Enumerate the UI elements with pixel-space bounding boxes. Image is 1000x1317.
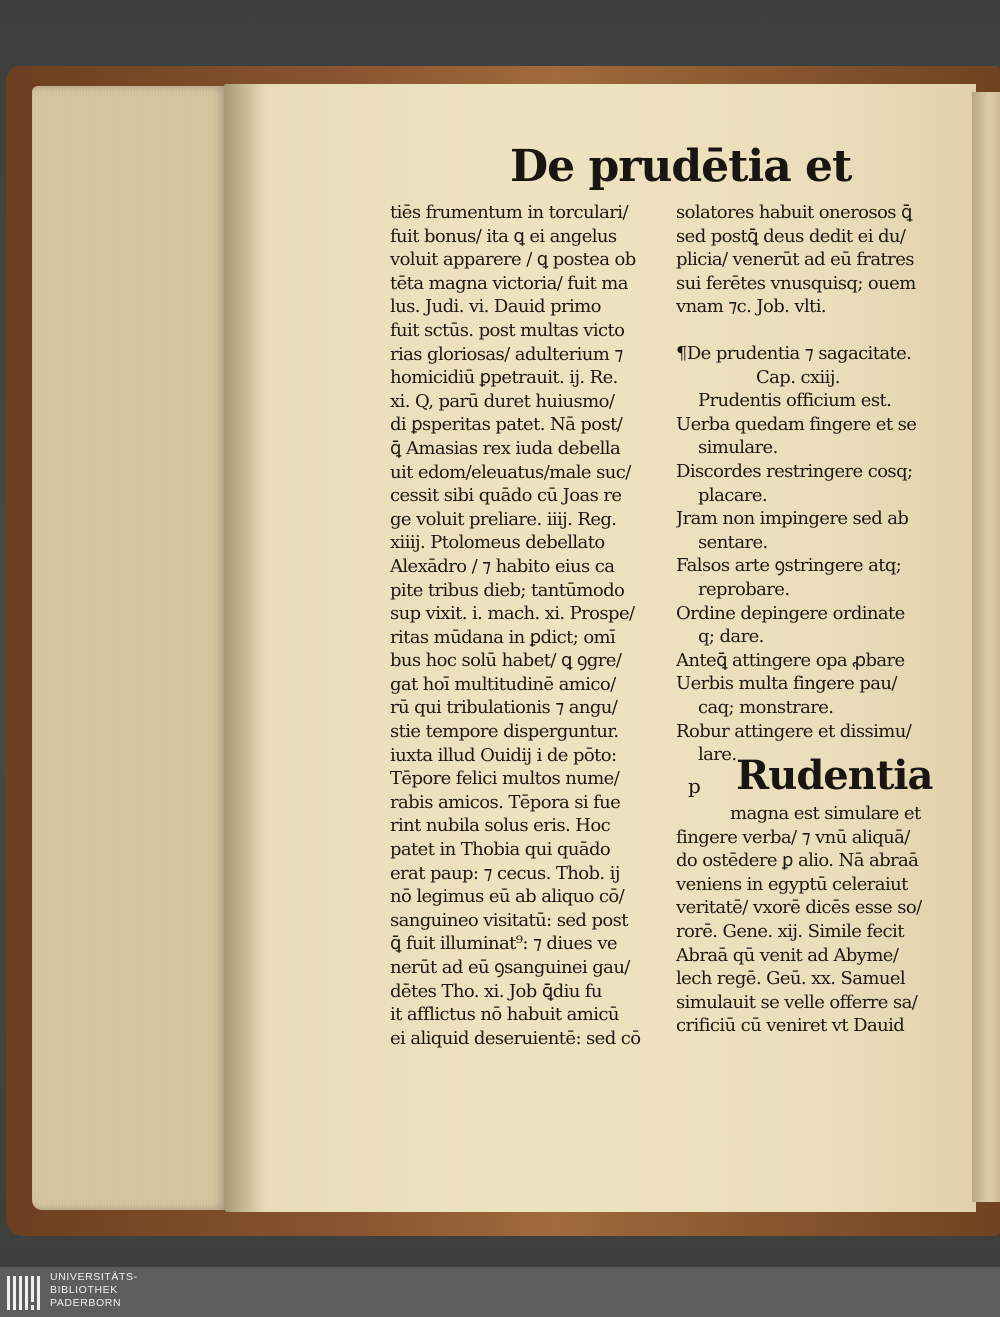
logo-line-1: UNIVERSITÄTS- [50,1271,138,1283]
text-line: ꝗ̄ Amasias rex iuda debella [390,437,621,459]
running-head: De prudētia et [510,141,852,192]
text-line: Discordes restringere cosq; [676,460,913,482]
library-logo-text [50,1271,138,1310]
text-line: Robur attingere et dissimu/ [676,720,912,742]
text-line: plicia/ venerūt ad eū fratres [676,249,914,271]
text-line: Falsos arte ꝯstringere atq; [676,555,902,577]
text-line: ge voluit preliare. iiij. Reg. [390,508,617,530]
text-line: fuit bonus/ ita ꝗ ei angelus [390,225,617,247]
text-line: it afflictus nō habuit amicū [390,1004,619,1026]
text-line: gat hoī multitudinē amico/ [390,673,616,695]
text-line: stie tempore disperguntur. [390,721,619,743]
text-line: sui ferētes vnusquisq; ouem [676,272,916,294]
gutter-shadow [224,84,264,1212]
text-line: sup vixit. i. mach. xi. Prospe/ [390,603,635,625]
text-line: voluit apparere / ꝗ postea ob [390,249,636,271]
text-line: lech regē. Geū. xx. Samuel [676,968,906,990]
text-line: bus hoc solū habet/ ꝗ ꝯgre/ [390,650,622,672]
right-text-column-bottom [676,802,938,1038]
guide-letter: p [688,774,701,798]
text-line: ei aliquid deseruientē: sed cō [390,1027,641,1049]
logo-line-3: PADERBORN [50,1297,122,1309]
text-line: reprobare. [698,578,790,600]
text-line: homicidiū ꝑpetrauit. ij. Re. [390,367,618,389]
text-line: Alexādro / ⁊ habito eius ca [390,555,615,577]
decorated-initial-word: Rudentia [736,752,933,799]
text-line: rū qui tribulationis ⁊ angu/ [390,697,618,719]
text-line: ritas mūdana in ꝑdict; omī [390,626,616,648]
chapter-heading-list [676,342,938,767]
text-line: veritatē/ vxorē dicēs esse so/ [676,897,922,919]
text-line: simulare. [698,437,778,459]
text-line: solatores habuit onerosos ꝗ̄ [676,202,912,223]
text-line: patet in Thobia qui quādo [390,839,611,861]
text-line: rias gloriosas/ adulterium ⁊ [390,343,623,365]
text-line: Cap. cxiij. [756,366,840,388]
text-line: tēta magna victoria/ fuit ma [390,272,628,294]
text-line: fuit sctūs. post multas victo [390,319,625,341]
left-text-column [390,201,662,1050]
library-logo-icon [6,1270,44,1314]
footer-bar [0,1267,1000,1317]
text-line: sanguineo visitatū: sed post [390,909,628,931]
text-line: Anteꝗ̄ attingere opa ꝓbare [676,649,905,671]
text-line: pite tribus dieb; tantūmodo [390,579,625,601]
text-line: rabis amicos. Tēpora si fue [390,791,621,813]
text-line: iuxta illud Ouidij i de pōto: [390,744,617,766]
text-line: simulauit se velle offerre sa/ [676,991,918,1013]
text-line: magna est simulare et [730,803,921,824]
logo-line-2: BIBLIOTHEK [50,1284,118,1296]
text-line: rorē. Gene. xij. Simile fecit [676,920,904,942]
text-line: Prudentis officium est. [698,390,892,412]
facing-page-edge [972,92,1000,1202]
text-line: Ordine depingere ordinate [676,602,905,624]
text-line: dētes Tho. xi. Job ꝗ̄diu fu [390,980,602,1002]
text-line: crificiū cū veniret vt Dauid [676,1015,905,1037]
text-line: veniens in egyptū celeraiut [676,873,908,895]
text-line: rint nubila solus eris. Hoc [390,815,611,837]
text-line: q; dare. [698,626,764,648]
right-text-column-top [676,201,938,319]
text-line: Uerbis multa fingere pau/ [676,673,897,695]
text-line: fingere verba/ ⁊ vnū aliquā/ [676,826,910,848]
text-line: di ꝑsperitas patet. Nā post/ [390,414,623,436]
text-line: sentare. [698,531,768,553]
text-line: lare. [698,744,737,766]
text-line: nerūt ad eū ꝯsanguinei gau/ [390,957,630,978]
text-line: cessit sibi quādo cū Joas re [390,485,622,507]
text-line: uit edom/eleuatus/male suc/ [390,461,631,483]
page-edges [32,86,228,1210]
text-line: lus. Judi. vi. Dauid primo [390,296,601,318]
text-line: Abraā qū venit ad Abyme/ [676,944,899,966]
text-line: vnam ⁊c. Job. vlti. [676,296,827,318]
text-line: ꝗ̄ fuit illuminat⁹: ⁊ diues ve [390,933,617,955]
text-line: sed postꝗ̄ deus dedit ei du/ [676,225,906,247]
text-line: placare. [698,484,768,506]
text-line: do ostēdere ꝑ alio. Nā abraā [676,850,919,872]
text-line: Uerba quedam fingere et se [676,413,917,435]
text-line: nō legimus eū ab aliquo cō/ [390,886,625,908]
text-line: xi. Q, parū duret huiusmo/ [390,390,615,412]
text-line: Tēpore felici multos nume/ [390,768,620,790]
text-line: xiiij. Ptolomeus debellato [390,532,605,554]
text-line: caq; monstrare. [698,696,834,718]
text-line: erat paup: ⁊ cecus. Thob. ij [390,862,620,884]
text-line: ¶De prudentia ⁊ sagacitate. [676,343,912,364]
text-line: Jram non impingere sed ab [676,508,909,530]
text-line: tiēs frumentum in torculari/ [390,202,628,223]
